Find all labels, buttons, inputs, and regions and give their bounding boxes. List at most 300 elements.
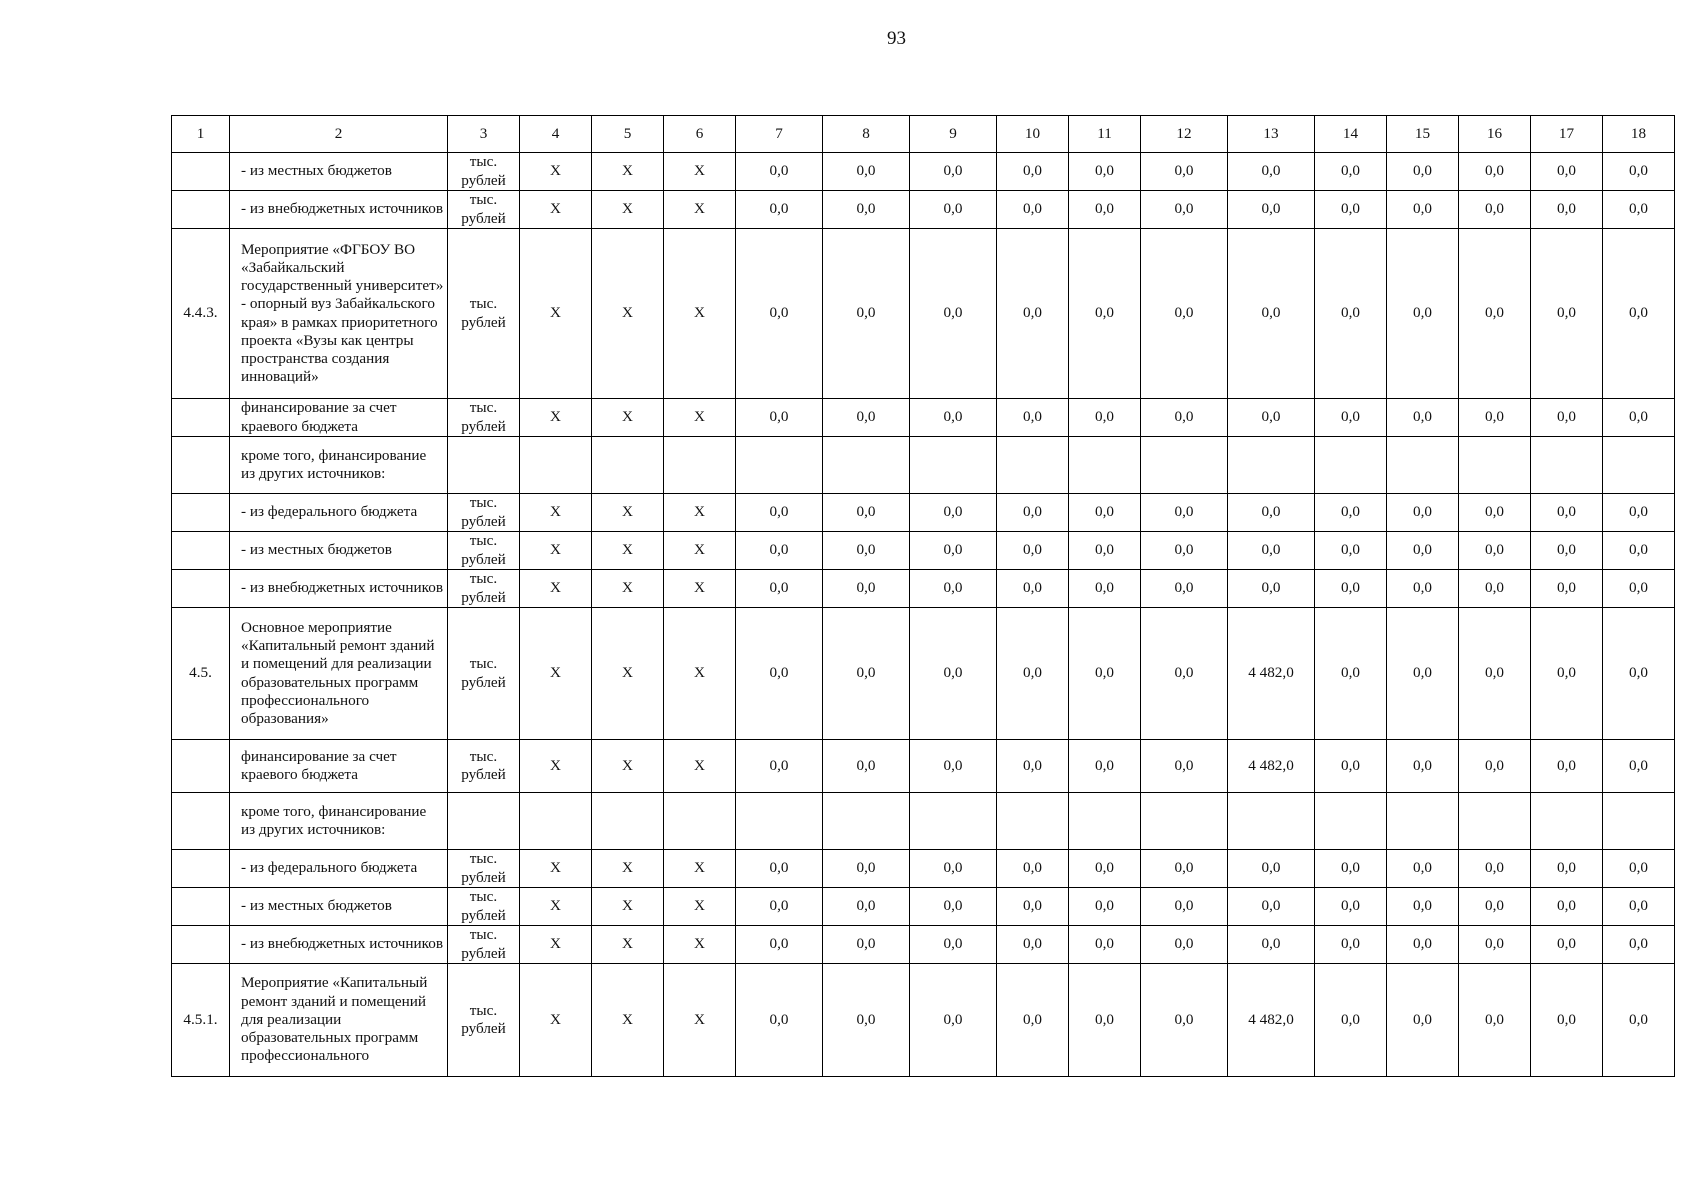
value-cell: 0,0 xyxy=(1141,191,1228,229)
value-cell: 0,0 xyxy=(997,229,1069,399)
value-cell: 0,0 xyxy=(1603,399,1675,437)
value-cell: X xyxy=(520,229,592,399)
unit-cell: тыс. рублей xyxy=(448,570,520,608)
value-cell: 0,0 xyxy=(1387,191,1459,229)
unit-cell: тыс. рублей xyxy=(448,608,520,740)
value-cell: X xyxy=(664,229,736,399)
value-cell xyxy=(736,437,823,494)
value-cell: 0,0 xyxy=(1459,926,1531,964)
value-cell: 0,0 xyxy=(823,926,910,964)
value-cell: 0,0 xyxy=(1315,191,1387,229)
row-number-cell xyxy=(172,926,230,964)
value-cell: X xyxy=(664,191,736,229)
value-cell xyxy=(1315,437,1387,494)
unit-cell: тыс. рублей xyxy=(448,494,520,532)
row-name-cell: Мероприятие «ФГБОУ ВО «Забайкальский государственный университет» - опорный вуз Забайкальского края» в рамках приоритетного проекта «Вузы как центры пространства создания инноваций» xyxy=(230,229,448,399)
value-cell: 0,0 xyxy=(1387,570,1459,608)
column-header: 14 xyxy=(1315,116,1387,153)
value-cell: 0,0 xyxy=(1228,399,1315,437)
column-header: 13 xyxy=(1228,116,1315,153)
value-cell: 0,0 xyxy=(1603,850,1675,888)
table-row xyxy=(172,570,1675,608)
value-cell: 0,0 xyxy=(1315,888,1387,926)
row-number-cell xyxy=(172,740,230,793)
table-header-row xyxy=(172,116,1675,153)
value-cell: 0,0 xyxy=(910,570,997,608)
unit-cell: тыс. рублей xyxy=(448,926,520,964)
unit-cell: тыс. рублей xyxy=(448,532,520,570)
value-cell: X xyxy=(664,399,736,437)
column-header: 18 xyxy=(1603,116,1675,153)
value-cell: 0,0 xyxy=(1315,399,1387,437)
value-cell: 0,0 xyxy=(1069,532,1141,570)
column-header: 5 xyxy=(592,116,664,153)
value-cell: 0,0 xyxy=(910,926,997,964)
value-cell: 0,0 xyxy=(1141,570,1228,608)
value-cell: 0,0 xyxy=(1069,608,1141,740)
value-cell: X xyxy=(664,608,736,740)
unit-cell: тыс. рублей xyxy=(448,153,520,191)
value-cell: X xyxy=(664,570,736,608)
column-header: 9 xyxy=(910,116,997,153)
value-cell xyxy=(997,793,1069,850)
value-cell: X xyxy=(592,888,664,926)
table-row xyxy=(172,964,1675,1077)
value-cell: 0,0 xyxy=(1069,570,1141,608)
value-cell: 0,0 xyxy=(736,191,823,229)
value-cell: 0,0 xyxy=(1069,926,1141,964)
value-cell: 4 482,0 xyxy=(1228,964,1315,1077)
value-cell: X xyxy=(520,926,592,964)
value-cell: 0,0 xyxy=(1387,532,1459,570)
value-cell: 0,0 xyxy=(1531,608,1603,740)
value-cell xyxy=(736,793,823,850)
value-cell: X xyxy=(520,608,592,740)
value-cell: 0,0 xyxy=(823,740,910,793)
value-cell: 0,0 xyxy=(1069,399,1141,437)
value-cell: X xyxy=(592,532,664,570)
value-cell: 0,0 xyxy=(1531,926,1603,964)
value-cell: 0,0 xyxy=(1069,850,1141,888)
table-row xyxy=(172,153,1675,191)
value-cell: 0,0 xyxy=(1315,608,1387,740)
value-cell: X xyxy=(520,191,592,229)
value-cell: 0,0 xyxy=(997,399,1069,437)
value-cell: 0,0 xyxy=(997,740,1069,793)
value-cell: 4 482,0 xyxy=(1228,608,1315,740)
value-cell: 0,0 xyxy=(910,850,997,888)
value-cell: 0,0 xyxy=(1069,964,1141,1077)
value-cell: 0,0 xyxy=(1387,608,1459,740)
page-number: 93 xyxy=(887,28,906,49)
value-cell: 0,0 xyxy=(1459,229,1531,399)
value-cell: 0,0 xyxy=(736,964,823,1077)
value-cell xyxy=(1387,437,1459,494)
row-number-cell xyxy=(172,437,230,494)
value-cell: 0,0 xyxy=(1603,191,1675,229)
value-cell: X xyxy=(664,494,736,532)
value-cell: 0,0 xyxy=(1141,608,1228,740)
value-cell: X xyxy=(664,740,736,793)
value-cell: X xyxy=(520,964,592,1077)
value-cell: 0,0 xyxy=(1531,570,1603,608)
value-cell: X xyxy=(664,532,736,570)
value-cell: 0,0 xyxy=(910,191,997,229)
row-name-cell: - из внебюджетных источников xyxy=(230,191,448,229)
value-cell: 0,0 xyxy=(736,608,823,740)
value-cell: 0,0 xyxy=(1531,964,1603,1077)
value-cell: X xyxy=(592,191,664,229)
value-cell: 0,0 xyxy=(1069,888,1141,926)
value-cell: 0,0 xyxy=(1315,494,1387,532)
value-cell: X xyxy=(592,850,664,888)
value-cell: 0,0 xyxy=(1603,229,1675,399)
value-cell: 0,0 xyxy=(1069,494,1141,532)
table-row xyxy=(172,532,1675,570)
value-cell: 0,0 xyxy=(1603,888,1675,926)
value-cell xyxy=(592,437,664,494)
value-cell: 0,0 xyxy=(1141,494,1228,532)
row-name-cell: кроме того, финансирование из других источников: xyxy=(230,437,448,494)
row-name-cell: финансирование за счет краевого бюджета xyxy=(230,740,448,793)
value-cell: 0,0 xyxy=(1531,153,1603,191)
value-cell: 0,0 xyxy=(1531,532,1603,570)
row-number-cell xyxy=(172,191,230,229)
value-cell xyxy=(1603,437,1675,494)
value-cell: 0,0 xyxy=(1387,926,1459,964)
value-cell: 0,0 xyxy=(910,399,997,437)
value-cell: 0,0 xyxy=(997,926,1069,964)
value-cell: 0,0 xyxy=(736,926,823,964)
value-cell xyxy=(1531,437,1603,494)
value-cell: 0,0 xyxy=(1387,399,1459,437)
value-cell: 0,0 xyxy=(1387,494,1459,532)
value-cell: 0,0 xyxy=(823,964,910,1077)
column-header: 7 xyxy=(736,116,823,153)
value-cell: 0,0 xyxy=(823,399,910,437)
value-cell: 0,0 xyxy=(1228,191,1315,229)
value-cell: X xyxy=(592,399,664,437)
value-cell: 0,0 xyxy=(1459,570,1531,608)
value-cell: 0,0 xyxy=(1315,740,1387,793)
value-cell: X xyxy=(664,888,736,926)
value-cell: X xyxy=(592,964,664,1077)
value-cell: 0,0 xyxy=(823,850,910,888)
value-cell: X xyxy=(592,229,664,399)
value-cell: X xyxy=(664,153,736,191)
value-cell: 0,0 xyxy=(1531,191,1603,229)
value-cell: 0,0 xyxy=(1315,532,1387,570)
row-number-cell: 4.5.1. xyxy=(172,964,230,1077)
value-cell: 0,0 xyxy=(1315,964,1387,1077)
value-cell: 0,0 xyxy=(1141,740,1228,793)
value-cell: 0,0 xyxy=(1315,926,1387,964)
value-cell: 0,0 xyxy=(997,888,1069,926)
value-cell xyxy=(1459,793,1531,850)
value-cell: X xyxy=(592,570,664,608)
value-cell: 0,0 xyxy=(1459,964,1531,1077)
value-cell: X xyxy=(520,532,592,570)
value-cell: X xyxy=(592,926,664,964)
value-cell: 0,0 xyxy=(997,850,1069,888)
row-number-cell xyxy=(172,793,230,850)
row-name-cell: - из федерального бюджета xyxy=(230,494,448,532)
row-number-cell: 4.4.3. xyxy=(172,229,230,399)
value-cell: 0,0 xyxy=(736,888,823,926)
value-cell: 0,0 xyxy=(823,608,910,740)
value-cell: 0,0 xyxy=(997,153,1069,191)
value-cell xyxy=(1069,793,1141,850)
value-cell: 0,0 xyxy=(1228,926,1315,964)
column-header: 17 xyxy=(1531,116,1603,153)
value-cell: 0,0 xyxy=(1228,494,1315,532)
value-cell: 0,0 xyxy=(736,153,823,191)
value-cell: 0,0 xyxy=(910,229,997,399)
row-name-cell: - из федерального бюджета xyxy=(230,850,448,888)
row-number-cell xyxy=(172,570,230,608)
value-cell: 0,0 xyxy=(1603,532,1675,570)
value-cell xyxy=(1315,793,1387,850)
column-header: 8 xyxy=(823,116,910,153)
row-name-cell: - из местных бюджетов xyxy=(230,153,448,191)
value-cell: 0,0 xyxy=(1459,494,1531,532)
row-name-cell: финансирование за счет краевого бюджета xyxy=(230,399,448,437)
value-cell xyxy=(910,437,997,494)
row-name-cell: Мероприятие «Капитальный ремонт зданий и помещений для реализации образовательных программ профессионального xyxy=(230,964,448,1077)
value-cell: X xyxy=(520,888,592,926)
unit-cell: тыс. рублей xyxy=(448,229,520,399)
value-cell xyxy=(1141,793,1228,850)
value-cell: 0,0 xyxy=(1459,399,1531,437)
column-header: 10 xyxy=(997,116,1069,153)
value-cell: 0,0 xyxy=(736,399,823,437)
value-cell: 0,0 xyxy=(1141,532,1228,570)
table-row xyxy=(172,926,1675,964)
value-cell xyxy=(592,793,664,850)
value-cell: 0,0 xyxy=(1531,399,1603,437)
value-cell: 0,0 xyxy=(1315,153,1387,191)
row-number-cell xyxy=(172,399,230,437)
value-cell: 0,0 xyxy=(1387,153,1459,191)
value-cell: 0,0 xyxy=(1315,229,1387,399)
value-cell: X xyxy=(520,494,592,532)
value-cell: 0,0 xyxy=(1387,229,1459,399)
value-cell: X xyxy=(520,740,592,793)
value-cell: 0,0 xyxy=(736,494,823,532)
value-cell: 0,0 xyxy=(910,153,997,191)
unit-cell: тыс. рублей xyxy=(448,191,520,229)
value-cell xyxy=(520,437,592,494)
table-row xyxy=(172,494,1675,532)
column-header: 2 xyxy=(230,116,448,153)
value-cell xyxy=(664,793,736,850)
value-cell: 0,0 xyxy=(997,532,1069,570)
value-cell: 0,0 xyxy=(1459,608,1531,740)
value-cell xyxy=(1228,437,1315,494)
unit-cell: тыс. рублей xyxy=(448,964,520,1077)
unit-cell xyxy=(448,793,520,850)
table-row xyxy=(172,740,1675,793)
value-cell: 0,0 xyxy=(823,888,910,926)
value-cell: 0,0 xyxy=(910,608,997,740)
row-name-cell: - из внебюджетных источников xyxy=(230,570,448,608)
value-cell: 0,0 xyxy=(910,494,997,532)
value-cell xyxy=(520,793,592,850)
value-cell: X xyxy=(592,153,664,191)
row-name-cell: кроме того, финансирование из других источников: xyxy=(230,793,448,850)
value-cell xyxy=(1069,437,1141,494)
value-cell: X xyxy=(520,399,592,437)
value-cell: 0,0 xyxy=(736,532,823,570)
value-cell xyxy=(1531,793,1603,850)
column-header: 11 xyxy=(1069,116,1141,153)
value-cell: 0,0 xyxy=(1603,926,1675,964)
column-header: 3 xyxy=(448,116,520,153)
value-cell: 0,0 xyxy=(1387,888,1459,926)
unit-cell: тыс. рублей xyxy=(448,888,520,926)
unit-cell: тыс. рублей xyxy=(448,850,520,888)
value-cell: 0,0 xyxy=(1531,850,1603,888)
value-cell xyxy=(1603,793,1675,850)
value-cell: X xyxy=(520,570,592,608)
row-number-cell xyxy=(172,494,230,532)
value-cell: 0,0 xyxy=(1603,570,1675,608)
value-cell: 0,0 xyxy=(1141,850,1228,888)
value-cell: 0,0 xyxy=(1228,570,1315,608)
value-cell: X xyxy=(592,740,664,793)
value-cell: 0,0 xyxy=(1459,850,1531,888)
value-cell: 0,0 xyxy=(1603,964,1675,1077)
value-cell: 0,0 xyxy=(736,850,823,888)
value-cell: 0,0 xyxy=(1069,229,1141,399)
value-cell: 0,0 xyxy=(1141,888,1228,926)
value-cell: 0,0 xyxy=(1459,153,1531,191)
value-cell: 0,0 xyxy=(1603,608,1675,740)
value-cell: 0,0 xyxy=(997,608,1069,740)
unit-cell: тыс. рублей xyxy=(448,740,520,793)
row-name-cell: - из местных бюджетов xyxy=(230,532,448,570)
value-cell: 0,0 xyxy=(1531,229,1603,399)
table-row xyxy=(172,399,1675,437)
value-cell: X xyxy=(592,494,664,532)
value-cell: 0,0 xyxy=(1228,850,1315,888)
value-cell: 0,0 xyxy=(1603,153,1675,191)
value-cell xyxy=(823,437,910,494)
value-cell: 0,0 xyxy=(1387,850,1459,888)
row-number-cell: 4.5. xyxy=(172,608,230,740)
value-cell: 0,0 xyxy=(997,494,1069,532)
value-cell xyxy=(1228,793,1315,850)
value-cell: 4 482,0 xyxy=(1228,740,1315,793)
value-cell: 0,0 xyxy=(1315,850,1387,888)
value-cell: X xyxy=(664,964,736,1077)
table-row xyxy=(172,437,1675,494)
value-cell xyxy=(664,437,736,494)
value-cell: 0,0 xyxy=(1459,888,1531,926)
value-cell: 0,0 xyxy=(910,964,997,1077)
value-cell: 0,0 xyxy=(1069,740,1141,793)
row-number-cell xyxy=(172,888,230,926)
value-cell: 0,0 xyxy=(1531,494,1603,532)
value-cell: 0,0 xyxy=(997,964,1069,1077)
value-cell: 0,0 xyxy=(1228,532,1315,570)
column-header: 16 xyxy=(1459,116,1531,153)
value-cell: 0,0 xyxy=(997,191,1069,229)
value-cell xyxy=(997,437,1069,494)
value-cell: 0,0 xyxy=(736,570,823,608)
value-cell: 0,0 xyxy=(910,740,997,793)
value-cell: 0,0 xyxy=(1141,229,1228,399)
value-cell: X xyxy=(664,850,736,888)
value-cell: 0,0 xyxy=(1069,191,1141,229)
value-cell: 0,0 xyxy=(910,532,997,570)
value-cell: X xyxy=(520,850,592,888)
value-cell: 0,0 xyxy=(1141,399,1228,437)
value-cell xyxy=(1387,793,1459,850)
value-cell: 0,0 xyxy=(823,153,910,191)
value-cell: 0,0 xyxy=(823,532,910,570)
value-cell: 0,0 xyxy=(823,570,910,608)
value-cell: 0,0 xyxy=(1141,926,1228,964)
column-header: 4 xyxy=(520,116,592,153)
table-row xyxy=(172,888,1675,926)
table-row xyxy=(172,608,1675,740)
value-cell: X xyxy=(592,608,664,740)
value-cell: 0,0 xyxy=(1228,153,1315,191)
column-header: 12 xyxy=(1141,116,1228,153)
unit-cell: тыс. рублей xyxy=(448,399,520,437)
value-cell: 0,0 xyxy=(1228,229,1315,399)
value-cell xyxy=(910,793,997,850)
table-row xyxy=(172,793,1675,850)
budget-table xyxy=(171,115,1675,1077)
value-cell xyxy=(1459,437,1531,494)
value-cell: 0,0 xyxy=(823,229,910,399)
value-cell: 0,0 xyxy=(1531,740,1603,793)
row-number-cell xyxy=(172,850,230,888)
value-cell: 0,0 xyxy=(1069,153,1141,191)
value-cell xyxy=(823,793,910,850)
table-row xyxy=(172,191,1675,229)
row-number-cell xyxy=(172,153,230,191)
row-name-cell: - из внебюджетных источников xyxy=(230,926,448,964)
value-cell: 0,0 xyxy=(1531,888,1603,926)
value-cell: 0,0 xyxy=(1228,888,1315,926)
row-name-cell: - из местных бюджетов xyxy=(230,888,448,926)
value-cell: 0,0 xyxy=(736,229,823,399)
value-cell: 0,0 xyxy=(1459,532,1531,570)
value-cell: 0,0 xyxy=(823,191,910,229)
column-header: 1 xyxy=(172,116,230,153)
value-cell: 0,0 xyxy=(823,494,910,532)
value-cell: 0,0 xyxy=(1315,570,1387,608)
value-cell: 0,0 xyxy=(1603,740,1675,793)
value-cell: 0,0 xyxy=(1603,494,1675,532)
value-cell: X xyxy=(520,153,592,191)
value-cell: 0,0 xyxy=(997,570,1069,608)
row-name-cell: Основное мероприятие «Капитальный ремонт зданий и помещений для реализации образовательных программ профессионального образования» xyxy=(230,608,448,740)
value-cell: 0,0 xyxy=(1141,964,1228,1077)
column-header: 15 xyxy=(1387,116,1459,153)
column-header: 6 xyxy=(664,116,736,153)
value-cell: 0,0 xyxy=(1387,964,1459,1077)
value-cell: 0,0 xyxy=(1459,191,1531,229)
table-row xyxy=(172,850,1675,888)
value-cell: X xyxy=(664,926,736,964)
value-cell: 0,0 xyxy=(1387,740,1459,793)
value-cell: 0,0 xyxy=(1141,153,1228,191)
value-cell: 0,0 xyxy=(736,740,823,793)
